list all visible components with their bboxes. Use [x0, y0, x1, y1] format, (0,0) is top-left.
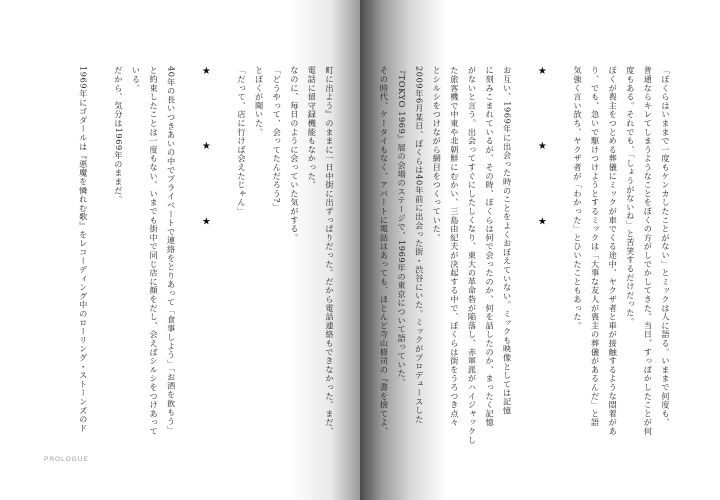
- folio-label: PROLOGUE: [44, 456, 89, 463]
- section-break-stars: ★ ★ ★: [536, 66, 548, 228]
- text-line: いる。: [131, 66, 142, 93]
- section-break-stars: ★ ★ ★: [200, 66, 212, 228]
- text-line: 「だって、店に行けば会えたじゃん」: [237, 66, 248, 216]
- text-line: 40年の長いつきあいの中でプライベートで連絡をとりあって「食事しよう」「お酒を飲もう」: [166, 66, 177, 435]
- text-line: その時代、ケータイもなく、アパートに電話はあっても、ほとんど寺山修司の『書を捨てよ、: [379, 66, 390, 436]
- text-line: とシルシをつけながら網目をつくっていた。: [432, 66, 443, 242]
- right-page-text: [375, 66, 674, 446]
- text-line: お互い、1969年に出会った時のことをよくおぼえていない。ミックも映像としては記憶: [502, 66, 513, 415]
- left-page-text: [74, 66, 338, 446]
- text-line: 度もある。それでも、「しょうがないね」と苦笑するだけだった。: [625, 66, 636, 326]
- text-line: とぼくが聞いた。: [254, 66, 265, 137]
- text-line: 「どうやって、会ってたんだろう?」: [272, 66, 283, 212]
- text-line: がないと言う。出会ってすぐにしたしくなり、東大の革命砦が陥落し、赤軍派がハイジャックし: [467, 66, 478, 445]
- text-line: り、でも、急いで駆けつけようとするミックは「大事な友人が喪主の葬儀があるんだ」と語: [590, 66, 601, 427]
- text-line: だから、気分は1969年のままだ。: [113, 66, 124, 204]
- text-line: 普通ならキレてしまうようなことをぼくの方がしでかしてきた。当日、すっぽかしたことが何: [643, 66, 654, 436]
- text-line: なのに、毎日のように会っていた気がする。: [289, 66, 300, 242]
- text-line: 町に出よう』のままに一日中街に出ずっぱりだった。だから電話連絡もできなかった。まだ、: [325, 66, 335, 436]
- text-line: に刻みこまれているが、その時、ぼくらは何で会ったのか、何を話したのか、まったく記憶: [485, 66, 496, 427]
- text-line: と約束したことは一度もない。いまでも街中で同じ店に顔をだし、会えばシルシをつけあって: [149, 66, 160, 436]
- text-line: 気強く言い放ち、ヤクザ者が「わかった」とひいたこともあった。: [573, 66, 584, 330]
- text-line: ぼくが喪主をつとめる葬儀にミックが車でくる途中、ヤクザ者と車が接触するような悶着があ: [608, 66, 619, 436]
- right-page: [360, 0, 720, 500]
- text-line: 『TOKYO 1969』展の会場のステージで、1969年の東京について語っていた。: [397, 66, 408, 387]
- text-line: 2009年6月某日、ぼくらは40年前に出会った街・渋谷にいた。ミックがプロデュースした: [414, 66, 425, 424]
- text-line: 1969年にゴダールは『悪魔を憐れむ歌』をレコーディング中のローリング・ストーンズのド: [78, 66, 89, 433]
- text-line: た旅客機で中東や北朝鮮にむかい、三島由紀夫が決起する中で、ぼくらは街をうろつき点々: [449, 66, 460, 427]
- text-line: 「ぼくらはいままで一度もケンカしたことがない」とミックは人に語る。いままで何度も、: [661, 66, 671, 427]
- text-line: 電話に留守録機能もなかった。: [307, 66, 318, 190]
